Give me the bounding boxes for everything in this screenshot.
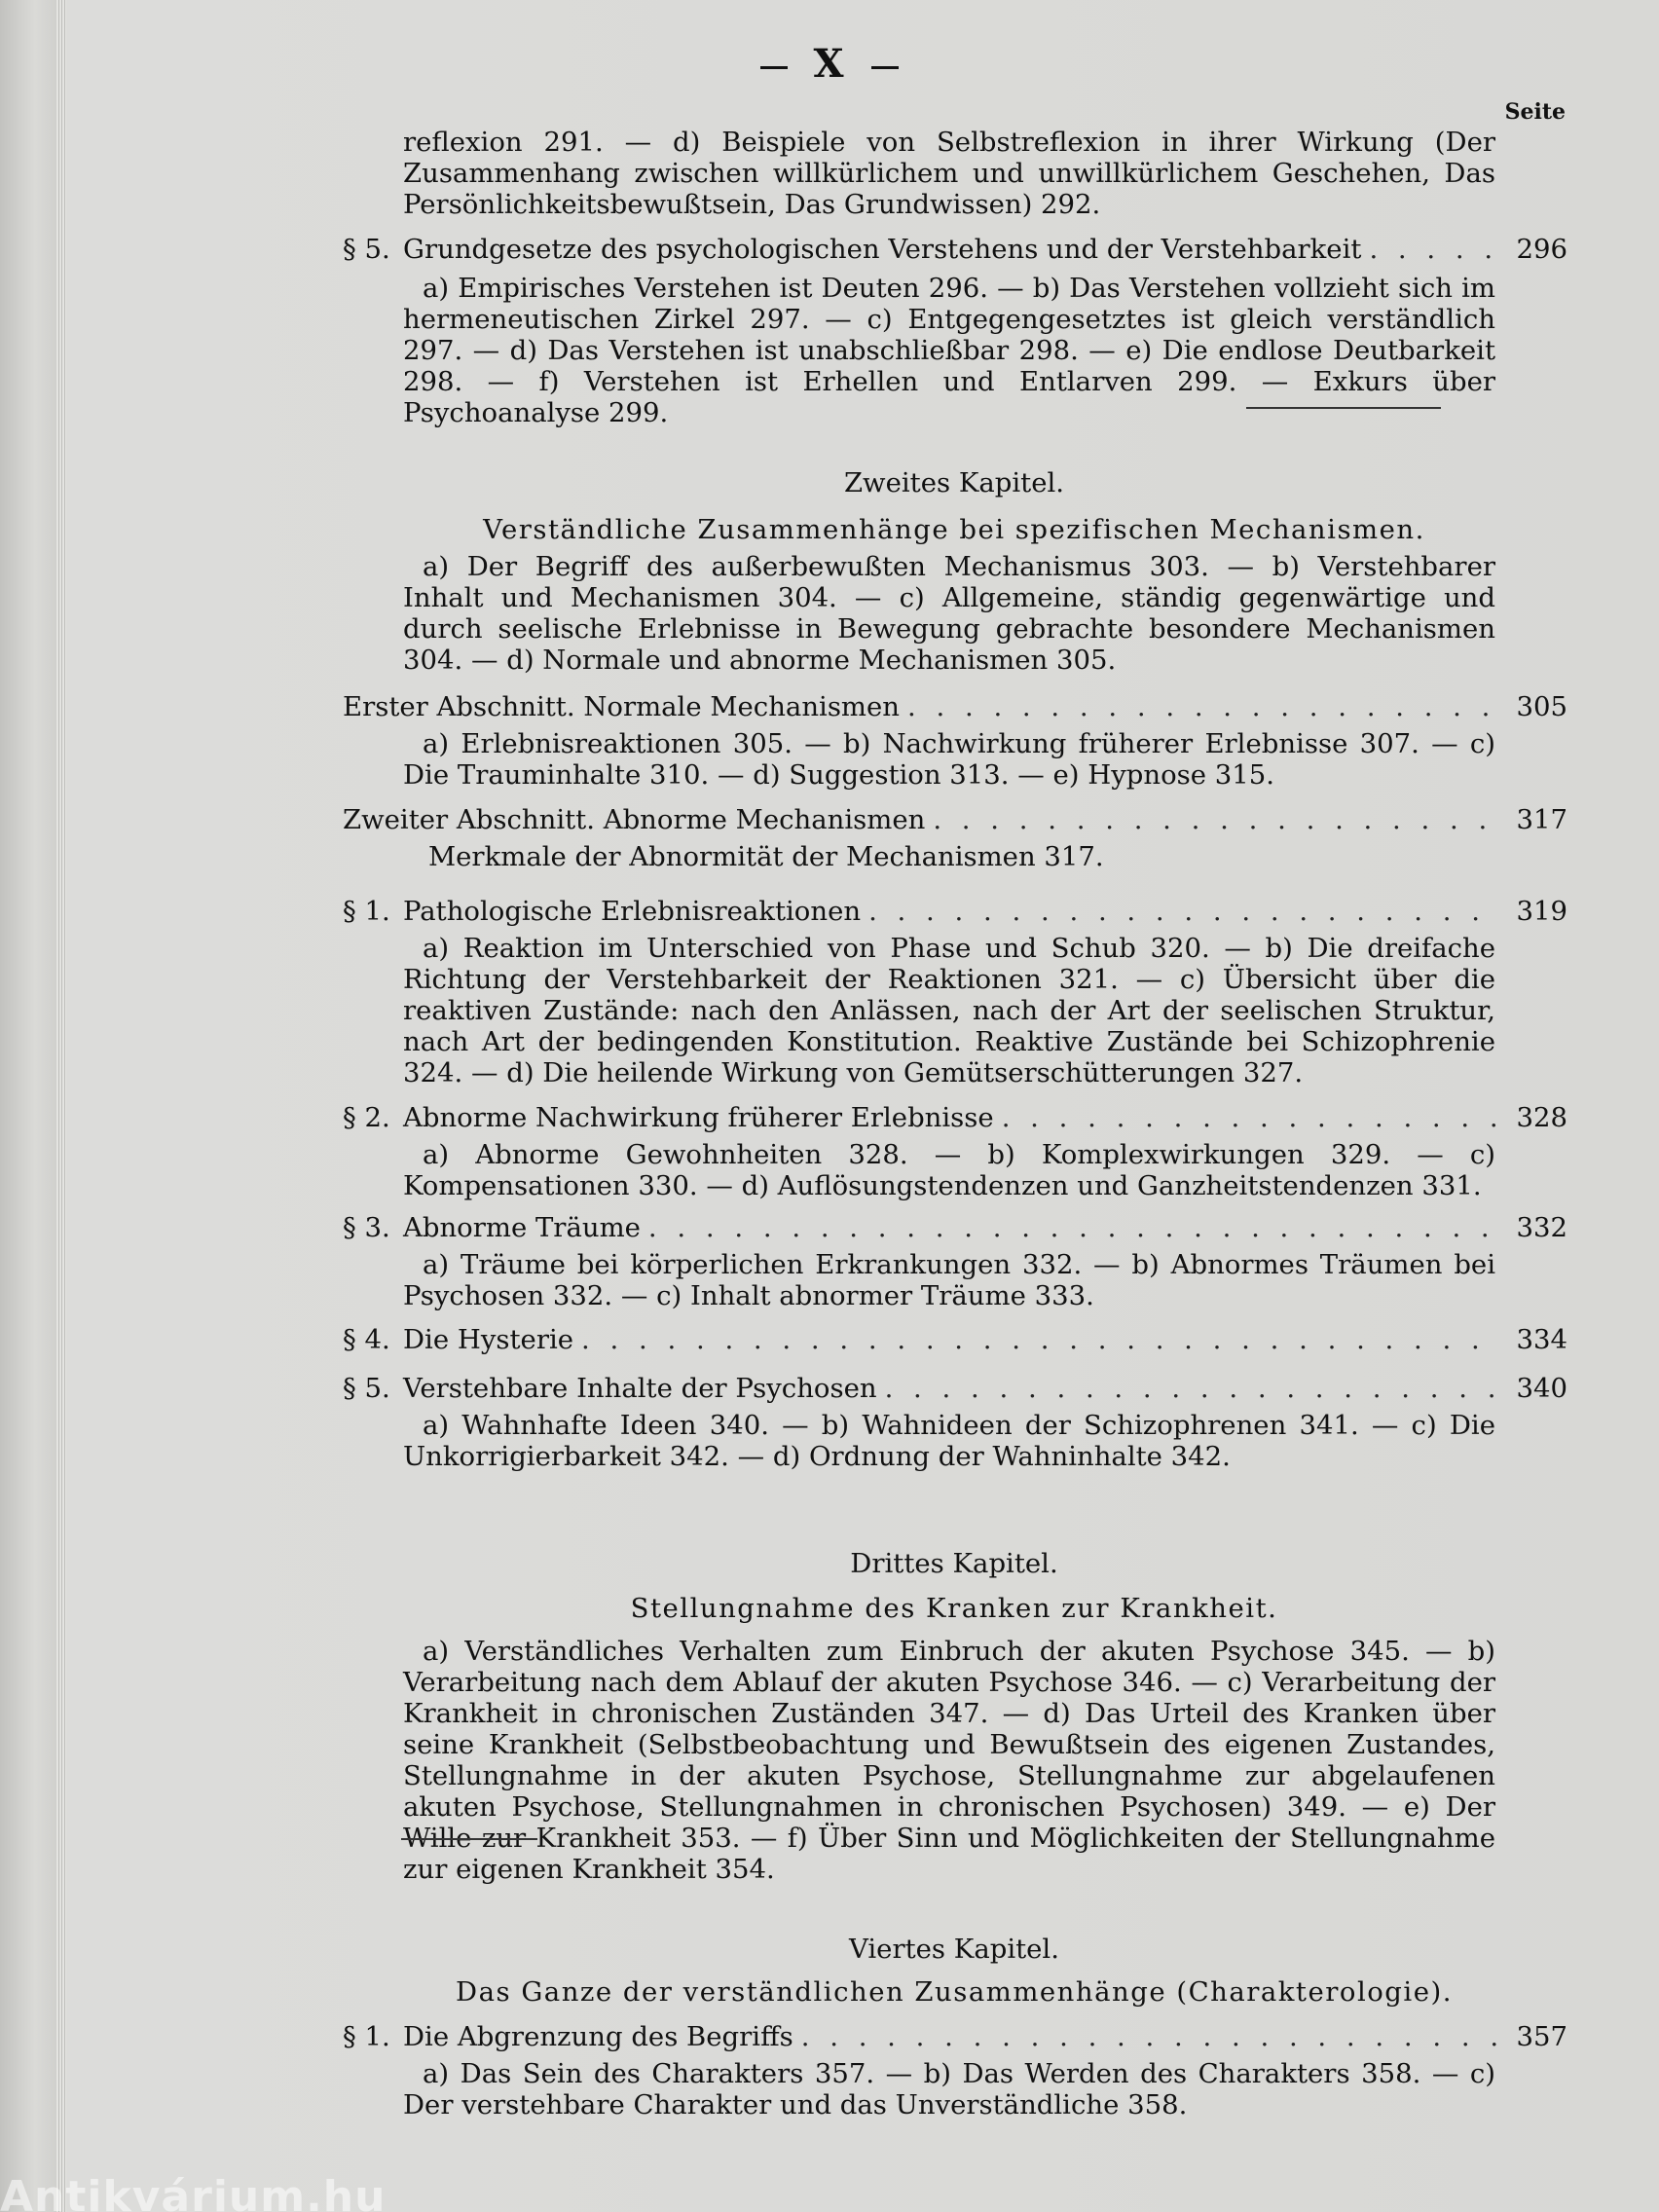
chapter-title: Stellungnahme des Kranken zur Krankheit.: [630, 1593, 1278, 1624]
chapter-heading: Viertes Kapitel.: [849, 1934, 1059, 1965]
chapter-title: Das Ganze der verständlichen Zusammenhänge (Charakterologie).: [456, 1976, 1453, 2008]
chapter-heading: Zweites Kapitel.: [843, 467, 1065, 498]
section-title: Zweiter Abschnitt. Abnorme Mechanismen: [343, 804, 926, 835]
toc-entry: [343, 234, 1567, 265]
toc-entry: [343, 804, 1567, 835]
toc-description: a) Empirisches Verstehen ist Deuten 296. — b) Das Verstehen vollzieht sich im hermeneutischen Zirkel 297. — c) Entgegengesetztes ist gleich verständlich 297. — d) Das Verstehen ist unabschließbar 298. — e) Die endlose Deutbarkeit 298. — f) Verstehen ist Erhellen und Entlarven 299. — Exkurs über Psychoanalyse 299.: [403, 273, 1495, 428]
toc-entry: [343, 2021, 1567, 2052]
section-number: § 4.: [343, 1324, 390, 1355]
toc-entry: [343, 1324, 1567, 1355]
page-number: 328: [1516, 1102, 1567, 1133]
leader-dots: [933, 804, 1501, 835]
section-title: Abnorme Träume: [403, 1212, 641, 1243]
page-number: 340: [1516, 1373, 1567, 1404]
book-spine: [0, 0, 59, 2212]
section-title: Die Abgrenzung des Begriffs: [403, 2021, 793, 2052]
section-number: § 1.: [343, 896, 390, 927]
header-dash-left: [760, 66, 788, 69]
page-number: 332: [1516, 1212, 1567, 1243]
leader-dots: [648, 1212, 1501, 1243]
toc-entry: [343, 691, 1567, 722]
header-dash-right: [871, 66, 899, 69]
leader-dots: [1369, 234, 1501, 265]
page-number: 319: [1516, 896, 1567, 927]
leader-dots: [907, 691, 1501, 722]
leader-dots: [581, 1324, 1501, 1355]
leader-dots: [885, 1373, 1501, 1404]
section-title: Verstehbare Inhalte der Psychosen: [403, 1373, 877, 1404]
page-edges: [56, 0, 66, 2212]
toc-description: a) Der Begriff des außerbewußten Mechanismus 303. — b) Verstehbarer Inhalt und Mechanismen 304. — c) Allgemeine, ständig gegenwärtige und durch seelische Erlebnisse in Bewegung gebrachte besondere Mechanismen 304. — d) Normale und abnorme Mechanismen 305.: [403, 551, 1495, 676]
pencil-underline: [1246, 407, 1441, 409]
leader-dots: [868, 896, 1501, 927]
toc-entry: [343, 1373, 1567, 1404]
section-number: § 5.: [343, 1373, 390, 1404]
chapter-title: Verständliche Zusammenhänge bei spezifischen Mechanismen.: [483, 514, 1425, 545]
page-number: 357: [1516, 2021, 1567, 2052]
chapter-heading: Drittes Kapitel.: [850, 1548, 1058, 1579]
toc-description: a) Reaktion im Unterschied von Phase und Schub 320. — b) Die dreifache Richtung der Verstehbarkeit der Reaktionen 321. — c) Übersicht über die reaktiven Zustände: nach den Anlässen, nach der Art der seelischen Struktur, nach Art der bedingenden Konstitution. Reaktive Zustände bei Schizophrenie 324. — d) Die heilende Wirkung von Gemütserschütterungen 327.: [403, 933, 1495, 1088]
page-number: 317: [1516, 804, 1567, 835]
toc-description: a) Abnorme Gewohnheiten 328. — b) Komplexwirkungen 329. — c) Kompensationen 330. — d) Auflösungstendenzen und Ganzheitstendenzen 331.: [403, 1139, 1495, 1201]
toc-description: Merkmale der Abnormität der Mechanismen 317.: [428, 841, 1104, 872]
toc-description: a) Erlebnisreaktionen 305. — b) Nachwirkung früherer Erlebnisse 307. — c) Die Trauminhalte 310. — d) Suggestion 313. — e) Hypnose 315.: [403, 728, 1495, 791]
page-numeral: X: [813, 41, 846, 87]
page-number: 296: [1516, 234, 1567, 265]
section-number: § 5.: [343, 234, 390, 265]
toc-description: a) Träume bei körperlichen Erkrankungen 332. — b) Abnormes Träumen bei Psychosen 332. — c) Inhalt abnormer Träume 333.: [403, 1249, 1495, 1311]
page-column-header: Seite: [1504, 99, 1566, 125]
toc-description: a) Wahnhafte Ideen 340. — b) Wahnideen der Schizophrenen 341. — c) Die Unkorrigierbarkeit 342. — d) Ordnung der Wahninhalte 342.: [403, 1410, 1495, 1472]
section-number: § 2.: [343, 1102, 390, 1133]
page-number: 334: [1516, 1324, 1567, 1355]
section-title: Abnorme Nachwirkung früherer Erlebnisse: [403, 1102, 994, 1133]
section-title: Pathologische Erlebnisreaktionen: [403, 896, 862, 927]
toc-description: a) Verständliches Verhalten zum Einbruch der akuten Psychose 345. — b) Verarbeitung nach dem Ablauf der akuten Psychose 346. — c) Verarbeitung der Krankheit in chronischen Zuständen 347. — d) Das Urteil des Kranken über seine Krankheit (Selbstbeobachtung und Bewußtsein des eigenen Zustandes, Stellungnahme in der akuten Psychose, Stellungnahme zur abgelaufenen akuten Psychose, Stellungnahmen in chronischen Psychosen) 349. — e) Der Wille zur Krankheit 353. — f) Über Sinn und Möglichkeiten der Stellungnahme zur eigenen Krankheit 354.: [403, 1636, 1495, 1885]
toc-entry: [343, 1212, 1567, 1243]
page-number: 305: [1516, 691, 1567, 722]
leader-dots: [1002, 1102, 1501, 1133]
toc-entry: [343, 896, 1567, 927]
toc-description: a) Das Sein des Charakters 357. — b) Das Werden des Charakters 358. — c) Der verstehbare Charakter und das Unverständliche 358.: [403, 2058, 1495, 2120]
section-number: § 3.: [343, 1212, 390, 1243]
pencil-underline: [401, 1838, 537, 1840]
section-number: § 1.: [343, 2021, 390, 2052]
section-title: Die Hysterie: [403, 1324, 574, 1355]
leader-dots: [801, 2021, 1501, 2052]
section-title: Grundgesetze des psychologischen Verstehens und der Verstehbarkeit: [403, 234, 1362, 265]
section-title: Erster Abschnitt. Normale Mechanismen: [343, 691, 900, 722]
page-header: [0, 41, 1659, 87]
watermark: Antikvárium.hu: [0, 2172, 387, 2212]
toc-description: reflexion 291. — d) Beispiele von Selbstreflexion in ihrer Wirkung (Der Zusammenhang zwischen willkürlichem und unwillkürlichem Geschehen, Das Persönlichkeitsbewußtsein, Das Grundwissen) 292.: [403, 127, 1495, 220]
toc-entry: [343, 1102, 1567, 1133]
